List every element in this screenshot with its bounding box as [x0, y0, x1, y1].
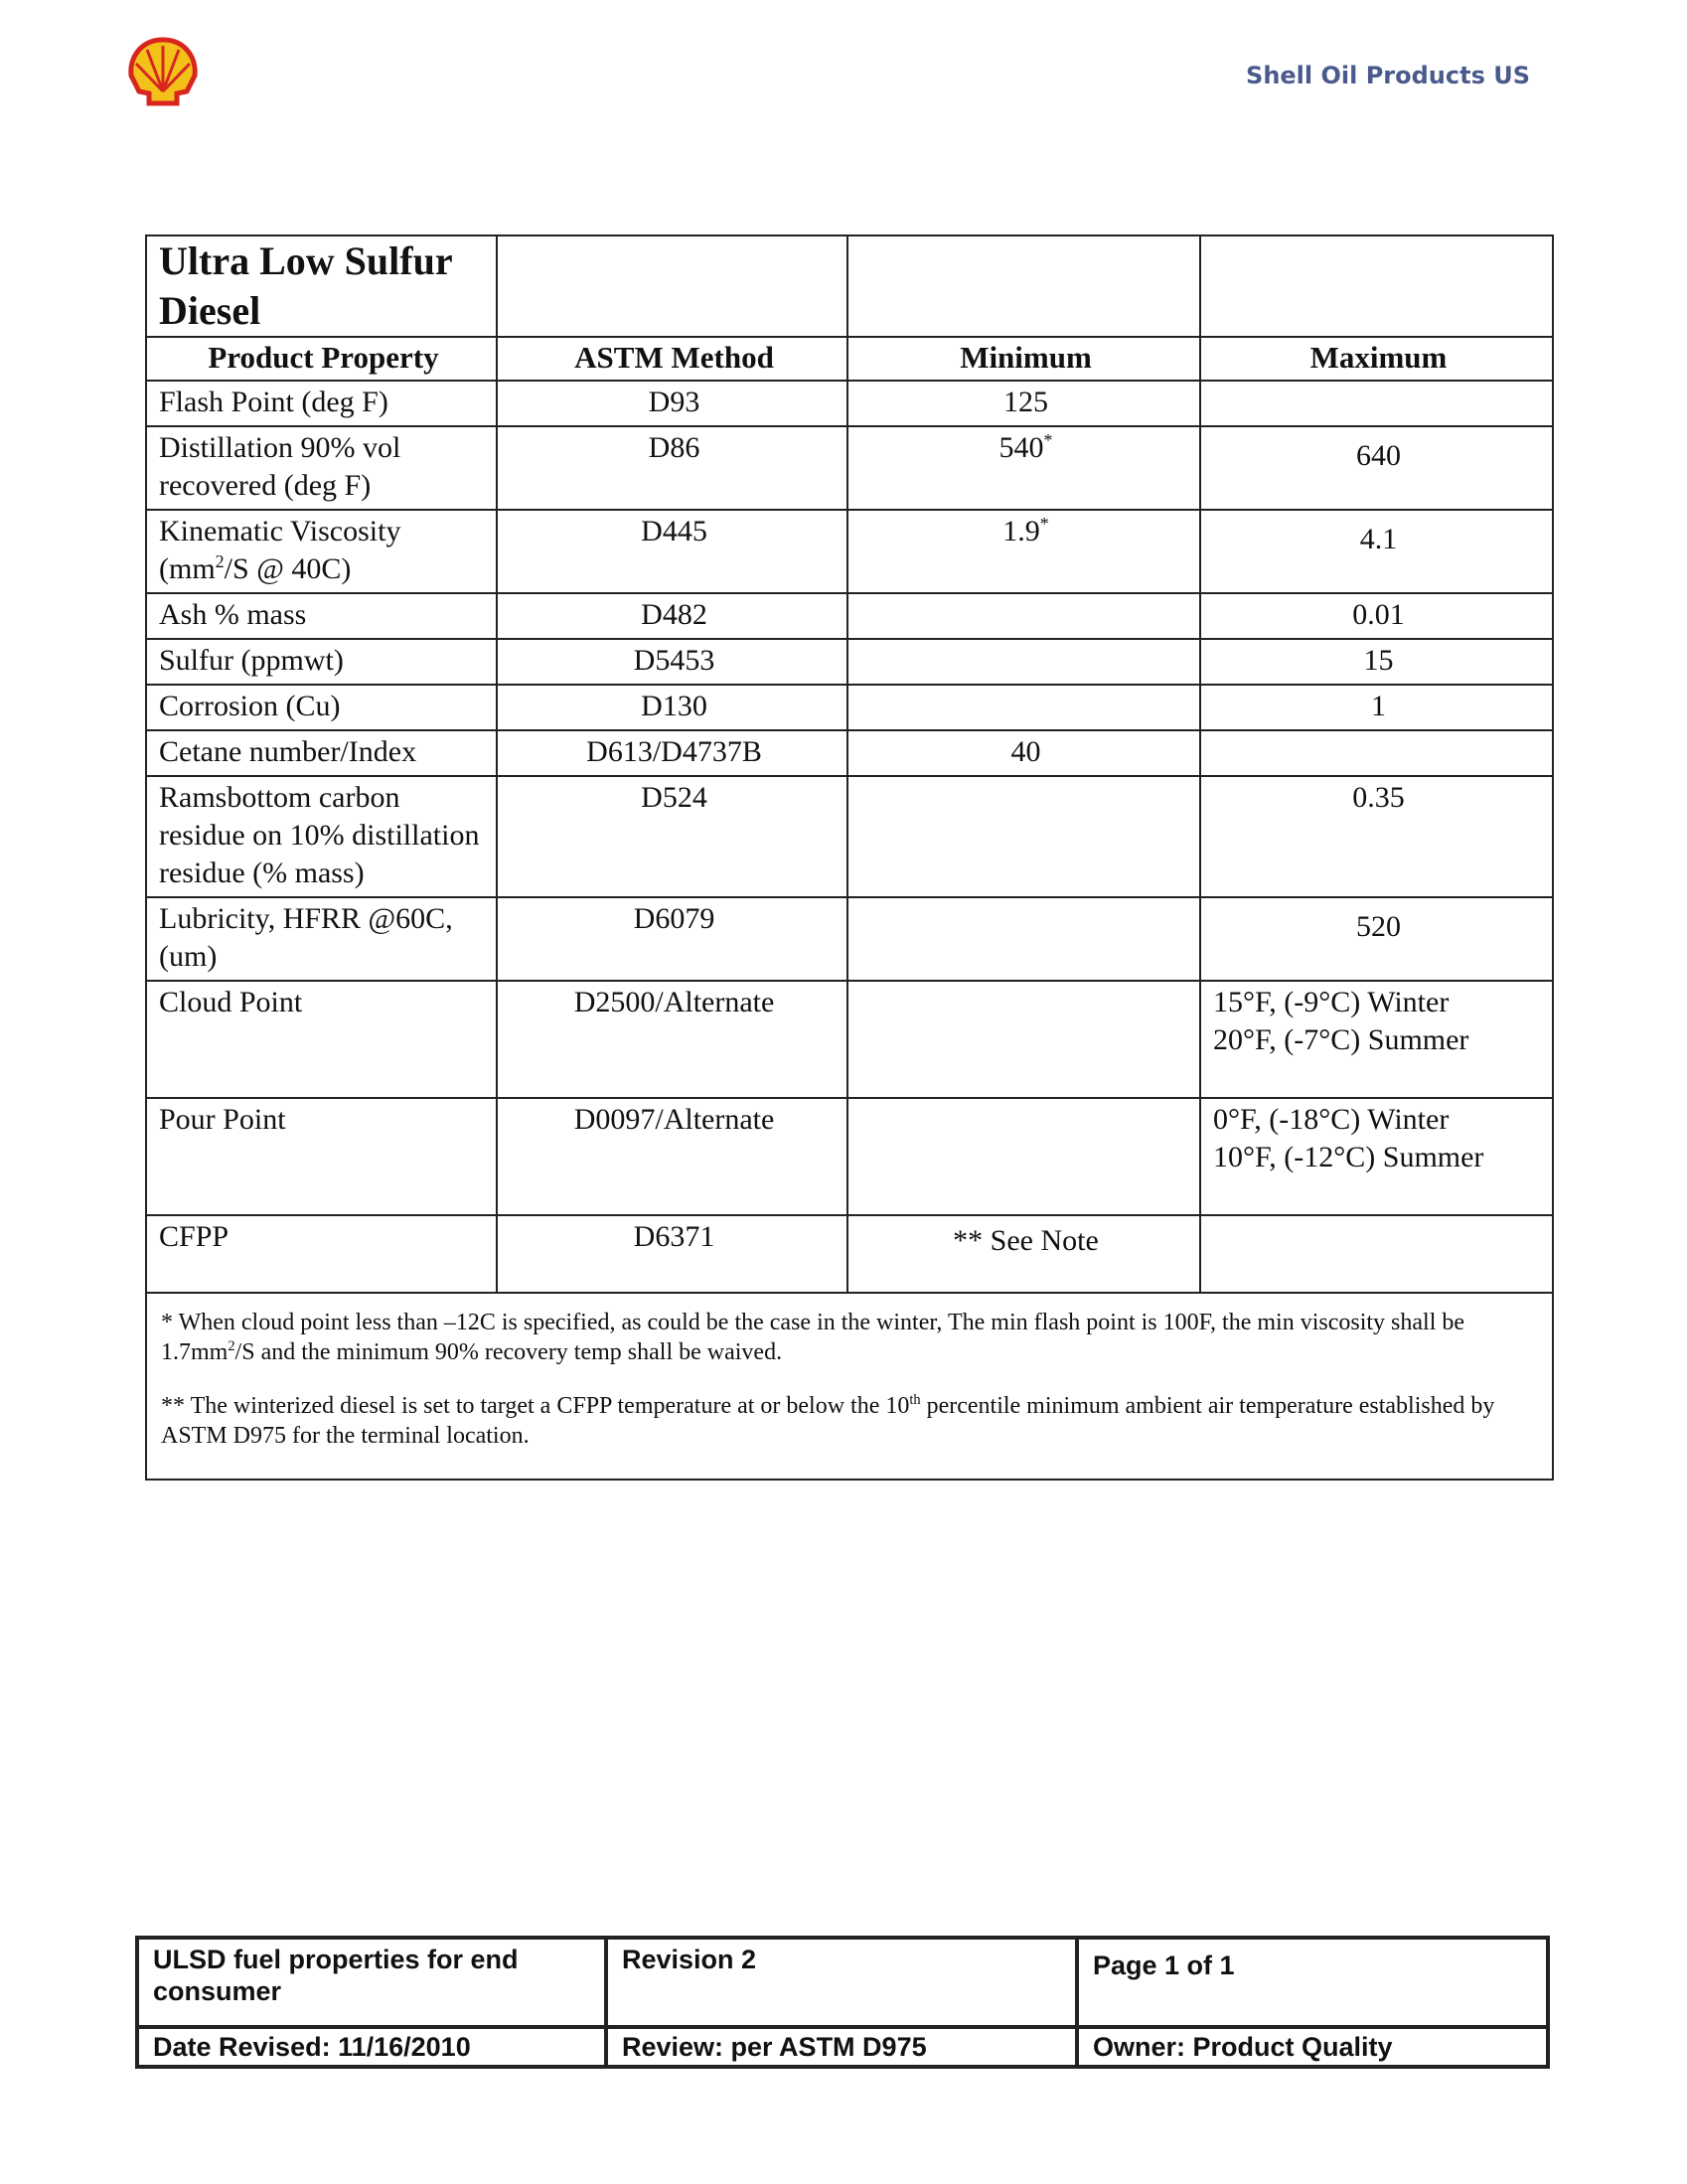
footer-revision: Revision 2: [606, 1938, 1077, 2027]
minimum-cell: 125: [847, 381, 1200, 426]
company-name: Shell Oil Products US: [1246, 62, 1530, 89]
property-cell: Ramsbottom carbon residue on 10% distillation residue (% mass): [146, 776, 497, 897]
method-cell: D5453: [497, 639, 847, 685]
table-row: [146, 1215, 1553, 1293]
method-cell: D524: [497, 776, 847, 897]
minimum-cell: 40: [847, 730, 1200, 776]
property-cell: Pour Point: [146, 1098, 497, 1215]
maximum-cell: 4.1: [1200, 510, 1553, 593]
property-cell: Cetane number/Index: [146, 730, 497, 776]
table-row: [146, 1098, 1553, 1215]
maximum-cell: 1: [1200, 685, 1553, 730]
method-cell: D482: [497, 593, 847, 639]
col-header-maximum: Maximum: [1200, 337, 1553, 381]
method-cell: D93: [497, 381, 847, 426]
property-cell: Flash Point (deg F): [146, 381, 497, 426]
table-row: [146, 981, 1553, 1098]
table-row: [146, 510, 1553, 593]
table-row: [146, 426, 1553, 510]
table-row: [146, 685, 1553, 730]
method-cell: D6371: [497, 1215, 847, 1293]
method-cell: D6079: [497, 897, 847, 981]
minimum-cell: [847, 981, 1200, 1098]
method-cell: D0097/Alternate: [497, 1098, 847, 1215]
property-cell: Corrosion (Cu): [146, 685, 497, 730]
property-cell: Distillation 90% vol recovered (deg F): [146, 426, 497, 510]
method-cell: D445: [497, 510, 847, 593]
method-cell: D130: [497, 685, 847, 730]
col-header-method: ASTM Method: [497, 337, 847, 381]
maximum-cell: [1200, 381, 1553, 426]
property-cell: Lubricity, HFRR @60C, (um): [146, 897, 497, 981]
table-row: [146, 381, 1553, 426]
footer-page-number: Page 1 of 1: [1077, 1938, 1548, 2027]
footer-owner: Owner: Product Quality: [1077, 2027, 1548, 2067]
table-row: [146, 897, 1553, 981]
col-header-property: Product Property: [146, 337, 497, 381]
minimum-cell: [847, 685, 1200, 730]
table-title: Ultra Low Sulfur Diesel: [146, 235, 497, 337]
document-footer: [135, 1936, 1550, 2069]
property-cell: Cloud Point: [146, 981, 497, 1098]
maximum-cell: 15°F, (-9°C) Winter 20°F, (-7°C) Summer: [1200, 981, 1553, 1098]
minimum-cell: [847, 776, 1200, 897]
col-header-minimum: Minimum: [847, 337, 1200, 381]
maximum-cell: 520: [1200, 897, 1553, 981]
footer-doc-title: ULSD fuel properties for end consumer: [137, 1938, 606, 2027]
minimum-cell: [847, 897, 1200, 981]
maximum-cell: 0.01: [1200, 593, 1553, 639]
method-cell: D86: [497, 426, 847, 510]
maximum-cell: 0.35: [1200, 776, 1553, 897]
table-notes: [146, 1293, 1553, 1480]
header-row: [146, 337, 1553, 381]
table-row: [146, 776, 1553, 897]
method-cell: D2500/Alternate: [497, 981, 847, 1098]
footer-date-revised: Date Revised: 11/16/2010: [137, 2027, 606, 2067]
notes-row: [146, 1293, 1553, 1480]
table-row: [146, 593, 1553, 639]
note-flash-point: * When cloud point less than –12C is specified, as could be the case in the winter, The min flash point is 100F, the min viscosity shall be $1.7mm^2/S$ and the minimum 90% recovery temp shall be waived.: [161, 1310, 1465, 1365]
property-cell: CFPP: [146, 1215, 497, 1293]
spec-table: [145, 234, 1554, 1481]
shell-logo-icon: [125, 36, 201, 107]
property-cell: Kinematic Viscosity ($mm^2/S$ @ 40C): [146, 510, 497, 593]
table-row: [146, 730, 1553, 776]
table-row: [146, 639, 1553, 685]
note-cfpp: ** The winterized diesel is set to target a CFPP temperature at or below the 10th percentile minimum ambient air temperature established by ASTM D975 for the terminal location.: [161, 1392, 1495, 1449]
minimum-cell: 1.9*: [847, 510, 1200, 593]
maximum-cell: [1200, 730, 1553, 776]
minimum-cell: [847, 1098, 1200, 1215]
footer-review: Review: per ASTM D975: [606, 2027, 1077, 2067]
maximum-cell: 0°F, (-18°C) Winter 10°F, (-12°C) Summer: [1200, 1098, 1553, 1215]
maximum-cell: [1200, 1215, 1553, 1293]
maximum-cell: 640: [1200, 426, 1553, 510]
minimum-cell: 540*: [847, 426, 1200, 510]
minimum-cell: [847, 639, 1200, 685]
minimum-cell: [847, 593, 1200, 639]
method-cell: D613/D4737B: [497, 730, 847, 776]
property-cell: Sulfur (ppmwt): [146, 639, 497, 685]
minimum-cell: ** See Note: [847, 1215, 1200, 1293]
maximum-cell: 15: [1200, 639, 1553, 685]
property-cell: Ash % mass: [146, 593, 497, 639]
